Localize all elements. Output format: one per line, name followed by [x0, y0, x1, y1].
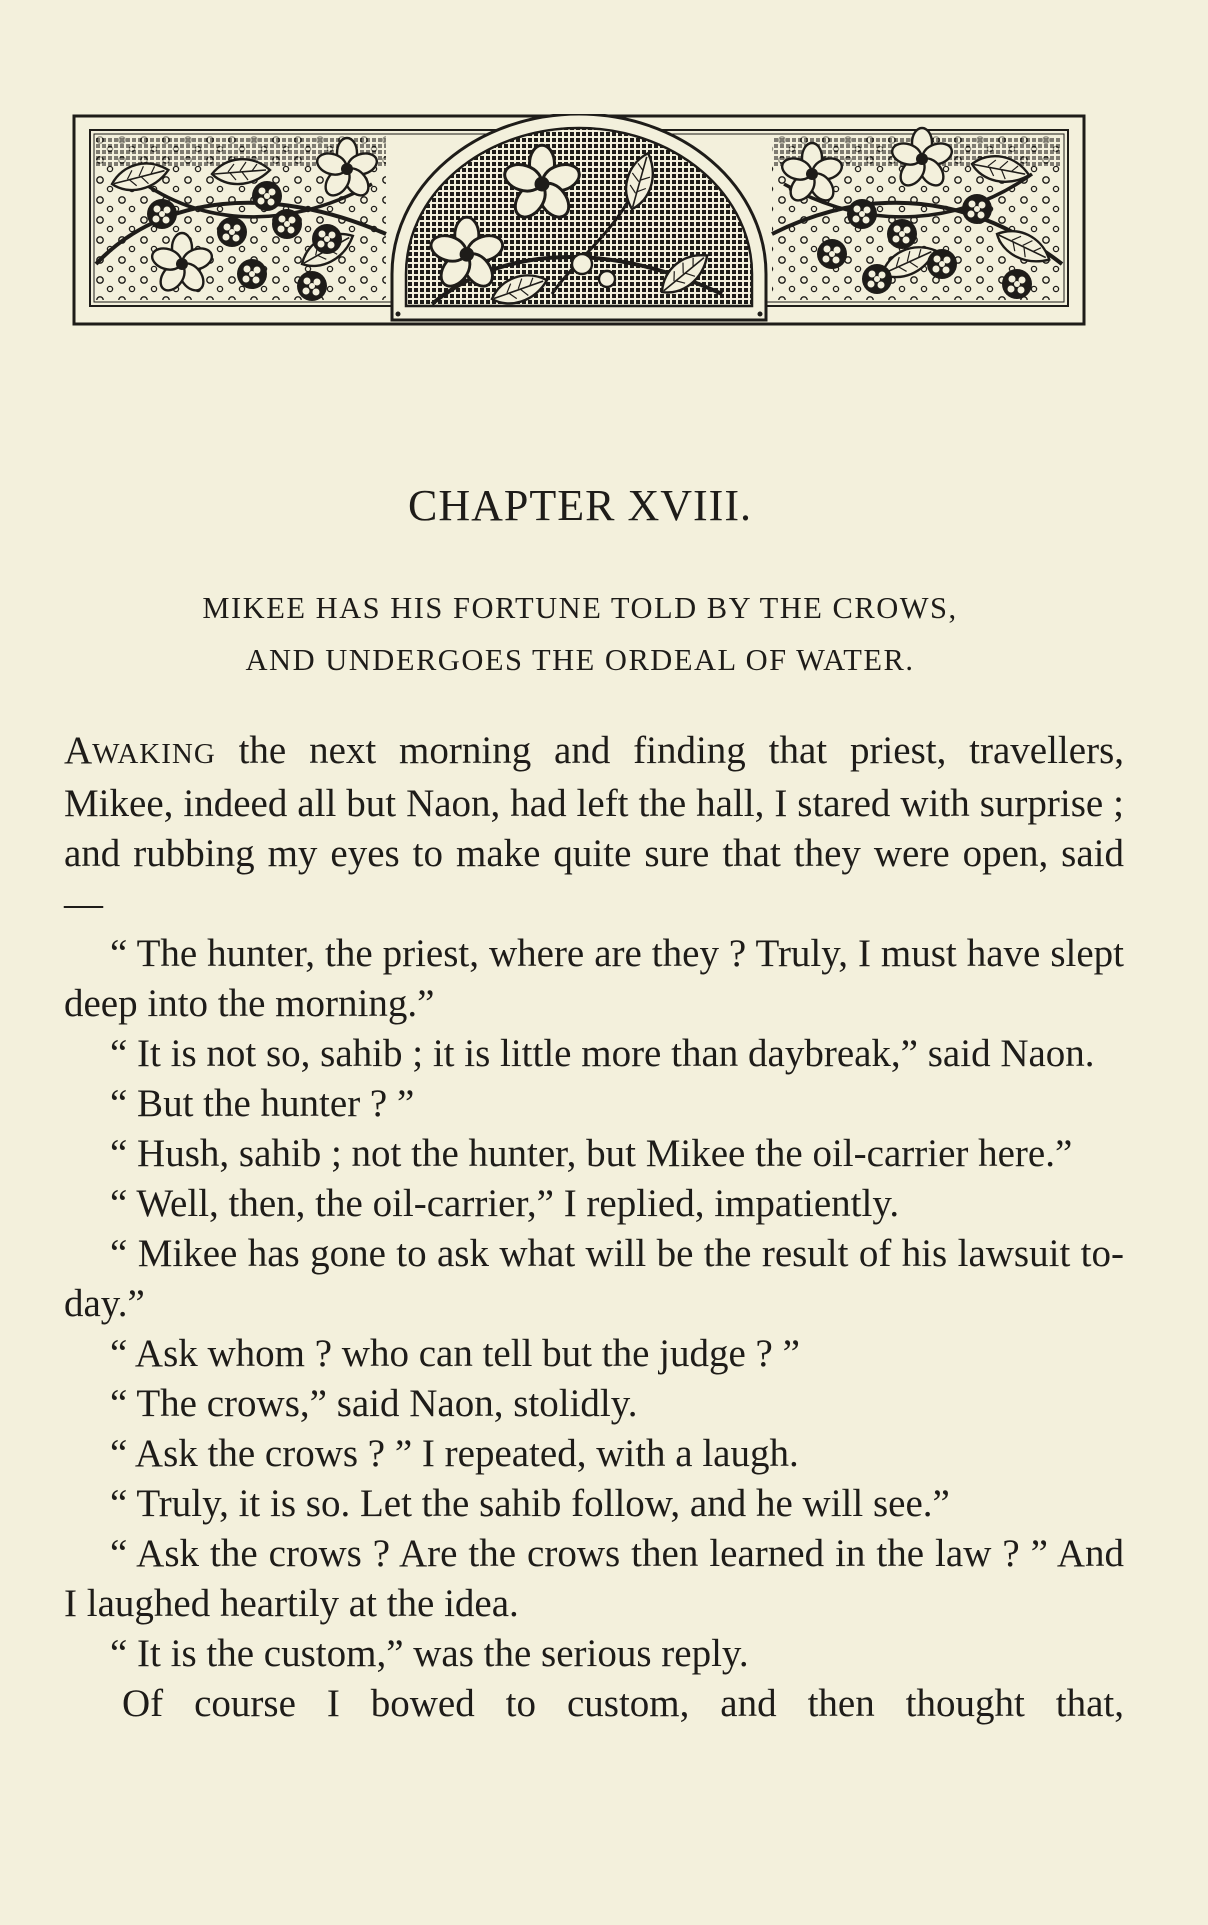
- paragraph: “ But the hunter ? ”: [110, 1082, 415, 1125]
- paragraph: “ The crows,” said Naon, stolidly.: [110, 1382, 638, 1425]
- paragraph: “ Well, then, the oil-carrier,” I replied, impatiently.: [110, 1182, 900, 1225]
- paragraph-continued: Of course I bowed to custom, and then thought that,: [122, 1682, 1124, 1725]
- paragraph: “ It is the custom,” was the serious reply.: [110, 1632, 749, 1675]
- chapter-subtitle-line-1: MIKEE HAS HIS FORTUNE TOLD BY THE CROWS,: [202, 591, 958, 625]
- floral-headpiece-ornament: [72, 114, 1086, 326]
- paragraph-text: the next morning and finding that priest, travellers, Mikee, indeed all but Naon, had left the hall, I stared with surprise ; and rubbing my eyes to make quite sure that they were open, said—: [64, 729, 1124, 925]
- chapter-title: CHAPTER XVIII.: [408, 481, 752, 530]
- paragraph: “ Hush, sahib ; not the hunter, but Mikee the oil-carrier here.”: [110, 1132, 1073, 1175]
- paragraph: “ Ask the crows ? ” I repeated, with a laugh.: [110, 1432, 799, 1475]
- chapter-subtitle-line-2: AND UNDERGOES THE ORDEAL OF WATER.: [245, 643, 915, 677]
- paragraph: “ It is not so, sahib ; it is little more than daybreak,” said Naon.: [110, 1032, 1095, 1075]
- paragraph: “ The hunter, the priest, where are they ? Truly, I must have slept deep into the morning.”: [64, 932, 1124, 1025]
- paragraph: “ Ask whom ? who can tell but the judge ? ”: [110, 1332, 800, 1375]
- chapter-body: [64, 726, 1124, 1729]
- opening-initial: A: [64, 729, 93, 772]
- paragraph-opening: [64, 726, 1124, 929]
- paragraph: “ Truly, it is so. Let the sahib follow, and he will see.”: [110, 1482, 950, 1525]
- paragraph: “ Ask the crows ? Are the crows then learned in the law ? ” And I laughed heartily at the idea.: [64, 1532, 1124, 1625]
- paragraph: “ Mikee has gone to ask what will be the result of his lawsuit to-day.”: [64, 1232, 1124, 1325]
- chapter-subtitle: [80, 582, 1080, 686]
- opening-smallcaps: WAKING: [92, 738, 216, 770]
